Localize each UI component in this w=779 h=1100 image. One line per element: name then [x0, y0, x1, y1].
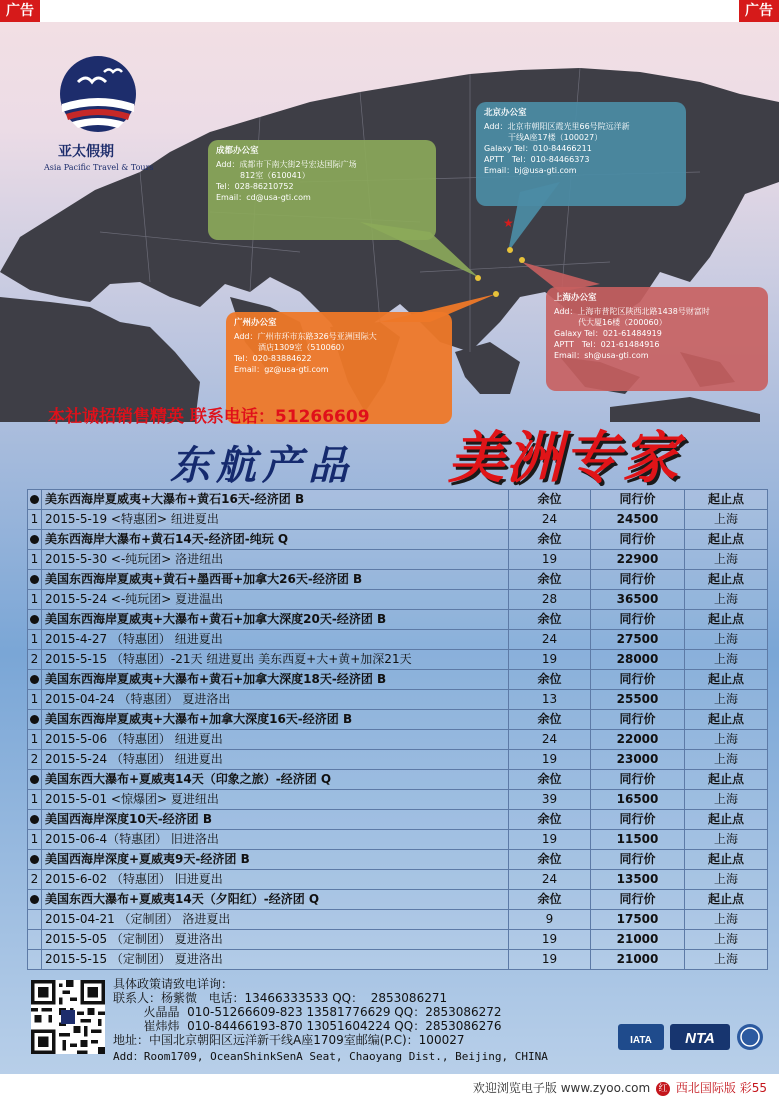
origin-value: 上海	[685, 930, 768, 950]
office-line: 酒店1309室（510060）	[234, 343, 349, 352]
tour-name: 美国西海岸深度10天-经济团 B	[42, 810, 509, 830]
departure-desc: 2015-06-4（特惠团） 旧进洛出	[42, 830, 509, 850]
footer-badge: 红	[656, 1082, 670, 1096]
bullet-icon	[28, 670, 42, 690]
seats-value: 19	[509, 750, 591, 770]
tour-name: 美东西海岸夏威夷+大瀑布+黄石16天-经济团 B	[42, 490, 509, 510]
footer-text	[473, 1079, 767, 1096]
recruit-banner: 本社诚招销售精英 联系电话：51266609	[48, 407, 370, 427]
price-header: 同行价	[591, 530, 685, 550]
tour-name: 美东西海岸大瀑布+黄石14天-经济团-纯玩 Q	[42, 530, 509, 550]
city-dot-guangzhou	[493, 291, 499, 297]
tour-name: 美国东西海岸夏威夷+大瀑布+黄石+加拿大深度20天-经济团 B	[42, 610, 509, 630]
tour-departure-row	[28, 690, 768, 710]
departure-desc: 2015-6-02 （特惠团） 旧进夏出	[42, 870, 509, 890]
departure-desc: 2015-5-24 （特惠团） 纽进夏出	[42, 750, 509, 770]
seats-header: 余位	[509, 850, 591, 870]
seats-value: 24	[509, 510, 591, 530]
price-value: 21000	[591, 950, 685, 970]
tour-name: 美国东西大瀑布+夏威夷14天（夕阳红）-经济团 Q	[42, 890, 509, 910]
origin-value: 上海	[685, 510, 768, 530]
origin-value: 上海	[685, 730, 768, 750]
origin-header: 起止点	[685, 810, 768, 830]
office-card-shanghai	[546, 287, 768, 391]
office-line: Add：成都市下南大街2号宏达国际广场	[216, 160, 357, 169]
office-line: APTT Tel：021-61484916	[554, 340, 660, 349]
row-index: 2	[28, 870, 42, 890]
city-dot-shanghai	[519, 257, 525, 263]
seats-value: 19	[509, 550, 591, 570]
office-title: 上海办公室	[554, 293, 597, 303]
origin-value: 上海	[685, 910, 768, 930]
office-line: Galaxy Tel：010-84466211	[484, 144, 592, 153]
office-title: 成都办公室	[216, 146, 259, 156]
tour-departure-row	[28, 630, 768, 650]
origin-value: 上海	[685, 630, 768, 650]
bullet-icon	[28, 490, 42, 510]
tour-departure-row	[28, 910, 768, 930]
price-value: 36500	[591, 590, 685, 610]
iata-badge: IATA	[630, 1035, 652, 1046]
office-line: Email：cd@usa-gti.com	[216, 193, 311, 202]
seats-value: 39	[509, 790, 591, 810]
seats-value: 24	[509, 630, 591, 650]
contact-line: 具体政策请致电详询：	[113, 977, 234, 991]
seats-value: 24	[509, 870, 591, 890]
tour-group-header	[28, 810, 768, 830]
origin-value: 上海	[685, 830, 768, 850]
tour-group-header	[28, 770, 768, 790]
origin-header: 起止点	[685, 850, 768, 870]
office-line: Add：北京市朝阳区霞光里66号院远洋新	[484, 122, 630, 131]
tour-group-header	[28, 850, 768, 870]
contact-line: 崔炜炜 010-84466193-870 13051604224 QQ：2853086276	[113, 1019, 502, 1033]
seats-value: 19	[509, 830, 591, 850]
ad-tag-right: 广告	[739, 0, 779, 22]
tour-departure-row	[28, 750, 768, 770]
seats-header: 余位	[509, 610, 591, 630]
row-index	[28, 910, 42, 930]
tour-departure-row	[28, 730, 768, 750]
price-value: 13500	[591, 870, 685, 890]
office-line: Email：sh@usa-gti.com	[554, 351, 649, 360]
price-value: 27500	[591, 630, 685, 650]
tour-group-header	[28, 610, 768, 630]
seats-value: 19	[509, 950, 591, 970]
landmass-seasia	[455, 342, 520, 394]
seats-header: 余位	[509, 670, 591, 690]
price-header: 同行价	[591, 490, 685, 510]
price-header: 同行价	[591, 850, 685, 870]
tour-group-header	[28, 530, 768, 550]
logo-english: Asia Pacific Travel & Tours	[44, 163, 154, 172]
price-value: 28000	[591, 650, 685, 670]
office-line: 812室（610041）	[216, 171, 310, 180]
origin-header: 起止点	[685, 890, 768, 910]
bullet-icon	[28, 710, 42, 730]
price-value: 24500	[591, 510, 685, 530]
tour-departure-row	[28, 650, 768, 670]
seats-value: 28	[509, 590, 591, 610]
tour-name: 美国东西大瀑布+夏威夷14天（印象之旅）-经济团 Q	[42, 770, 509, 790]
office-title: 广州办公室	[234, 318, 277, 328]
footer-section: 西北国际版	[675, 1081, 736, 1095]
origin-header: 起止点	[685, 710, 768, 730]
office-line: Tel：028-86210752	[216, 182, 294, 191]
top-strip	[0, 0, 779, 24]
price-header: 同行价	[591, 610, 685, 630]
tour-departure-row	[28, 550, 768, 570]
departure-desc: 2015-5-15 （特惠团）-21天 纽进夏出 美东西夏+大+黄+加深21天	[42, 650, 509, 670]
price-value: 25500	[591, 690, 685, 710]
city-dot-chengdu	[475, 275, 481, 281]
capital-star-icon: ★	[503, 216, 514, 230]
departure-desc: 2015-5-19 <特惠团> 纽进夏出	[42, 510, 509, 530]
price-header: 同行价	[591, 670, 685, 690]
tour-name: 美国西海岸深度+夏威夷9天-经济团 B	[42, 850, 509, 870]
departure-desc: 2015-5-05 （定制团） 夏进洛出	[42, 930, 509, 950]
row-index: 1	[28, 790, 42, 810]
price-value: 16500	[591, 790, 685, 810]
address-english: Add：Room1709, OceanShinkSenA Seat, Chaoyang Dist., Beijing, CHINA	[113, 1050, 548, 1063]
tour-departure-row	[28, 830, 768, 850]
contact-line: 火晶晶 010-51266609-823 13581776629 QQ：2853086272	[113, 1005, 502, 1019]
price-value: 17500	[591, 910, 685, 930]
origin-value: 上海	[685, 870, 768, 890]
logo-name: 亚太假期	[58, 144, 114, 160]
ad-tag-left: 广告	[0, 0, 40, 22]
price-value: 22900	[591, 550, 685, 570]
seats-header: 余位	[509, 810, 591, 830]
bullet-icon	[28, 530, 42, 550]
seats-value: 9	[509, 910, 591, 930]
office-line: Galaxy Tel：021-61484919	[554, 329, 662, 338]
departure-desc: 2015-5-15 （定制团） 夏进洛出	[42, 950, 509, 970]
office-line: 干线A座17楼（100027）	[484, 133, 603, 142]
tour-departure-row	[28, 790, 768, 810]
seats-value: 19	[509, 930, 591, 950]
origin-header: 起止点	[685, 490, 768, 510]
footer-website: 欢迎浏览电子版 www.zyoo.com	[472, 1081, 651, 1095]
office-title: 北京办公室	[484, 108, 527, 118]
price-value: 23000	[591, 750, 685, 770]
tour-name: 美国东西海岸夏威夷+黄石+墨西哥+加拿大26天-经济团 B	[42, 570, 509, 590]
office-line: Email：bj@usa-gti.com	[484, 166, 577, 175]
origin-value: 上海	[685, 650, 768, 670]
departure-desc: 2015-5-01 <惊爆团> 夏进纽出	[42, 790, 509, 810]
departure-desc: 2015-5-06 （特惠团） 纽进夏出	[42, 730, 509, 750]
price-header: 同行价	[591, 770, 685, 790]
bullet-icon	[28, 610, 42, 630]
origin-header: 起止点	[685, 530, 768, 550]
tour-table	[27, 489, 768, 970]
tour-departure-row	[28, 510, 768, 530]
row-index: 1	[28, 550, 42, 570]
seats-header: 余位	[509, 890, 591, 910]
bullet-icon	[28, 770, 42, 790]
expert-title: 美洲专家	[448, 426, 680, 491]
tour-group-header	[28, 570, 768, 590]
office-line: Tel：020-83884622	[234, 354, 312, 363]
contact-block	[113, 977, 502, 1047]
nta-badge: NTA	[685, 1030, 715, 1047]
office-line: Add：广州市环市东路326号亚洲国际大	[234, 332, 377, 341]
office-line: Add：上海市普陀区陕西北路1438号财富时	[554, 307, 710, 316]
departure-desc: 2015-04-21 （定制团） 洛进夏出	[42, 910, 509, 930]
row-index	[28, 950, 42, 970]
footer-page: 彩55	[739, 1081, 767, 1095]
origin-header: 起止点	[685, 610, 768, 630]
row-index: 1	[28, 510, 42, 530]
tour-group-header	[28, 490, 768, 510]
seats-header: 余位	[509, 770, 591, 790]
origin-value: 上海	[685, 690, 768, 710]
tour-group-header	[28, 670, 768, 690]
tour-group-header	[28, 710, 768, 730]
seats-header: 余位	[509, 530, 591, 550]
contact-line: 地址：中国北京朝阳区远洋新干线A座1709室邮编(P.C)：100027	[113, 1033, 465, 1047]
tour-name: 美国东西海岸夏威夷+大瀑布+加拿大深度16天-经济团 B	[42, 710, 509, 730]
office-line: 代大厦16楼（200060）	[554, 318, 667, 327]
departure-desc: 2015-5-24 <-纯玩团> 夏进温出	[42, 590, 509, 610]
office-line: Email：gz@usa-gti.com	[234, 365, 329, 374]
bullet-icon	[28, 570, 42, 590]
origin-header: 起止点	[685, 570, 768, 590]
seats-value: 13	[509, 690, 591, 710]
origin-value: 上海	[685, 750, 768, 770]
tour-departure-row	[28, 950, 768, 970]
row-index: 1	[28, 590, 42, 610]
association-badges	[618, 1022, 768, 1052]
seats-value: 19	[509, 650, 591, 670]
departure-desc: 2015-04-24 （特惠团） 夏进洛出	[42, 690, 509, 710]
advertisement-page	[0, 22, 779, 1074]
seats-value: 24	[509, 730, 591, 750]
row-index: 1	[28, 690, 42, 710]
product-title: 东航产品	[170, 443, 354, 489]
row-index: 1	[28, 730, 42, 750]
price-value: 11500	[591, 830, 685, 850]
seats-header: 余位	[509, 710, 591, 730]
tour-name: 美国东西海岸夏威夷+大瀑布+黄石+加拿大深度18天-经济团 B	[42, 670, 509, 690]
office-line: APTT Tel：010-84466373	[484, 155, 590, 164]
row-index: 2	[28, 750, 42, 770]
seats-header: 余位	[509, 570, 591, 590]
origin-value: 上海	[685, 550, 768, 570]
tour-group-header	[28, 890, 768, 910]
tour-departure-row	[28, 590, 768, 610]
price-header: 同行价	[591, 890, 685, 910]
origin-value: 上海	[685, 950, 768, 970]
tour-departure-row	[28, 870, 768, 890]
row-index: 1	[28, 630, 42, 650]
price-value: 22000	[591, 730, 685, 750]
origin-header: 起止点	[685, 670, 768, 690]
row-index: 1	[28, 830, 42, 850]
bullet-icon	[28, 890, 42, 910]
price-header: 同行价	[591, 710, 685, 730]
city-dot-beijing	[507, 247, 513, 253]
row-index	[28, 930, 42, 950]
origin-value: 上海	[685, 790, 768, 810]
origin-header: 起止点	[685, 770, 768, 790]
office-card-chengdu	[208, 140, 436, 240]
tour-departure-row	[28, 930, 768, 950]
departure-desc: 2015-4-27 （特惠团） 纽进夏出	[42, 630, 509, 650]
page-footer	[0, 1074, 779, 1100]
row-index: 2	[28, 650, 42, 670]
qr-code	[31, 980, 105, 1054]
price-value: 21000	[591, 930, 685, 950]
bullet-icon	[28, 810, 42, 830]
company-logo	[48, 52, 148, 136]
bullet-icon	[28, 850, 42, 870]
price-header: 同行价	[591, 810, 685, 830]
contact-line: 联系人：杨紫微 电话：13466333533 QQ： 2853086271	[113, 991, 448, 1005]
seats-header: 余位	[509, 490, 591, 510]
office-card-beijing	[476, 102, 686, 206]
departure-desc: 2015-5-30 <-纯玩团> 洛进纽出	[42, 550, 509, 570]
origin-value: 上海	[685, 590, 768, 610]
price-header: 同行价	[591, 570, 685, 590]
